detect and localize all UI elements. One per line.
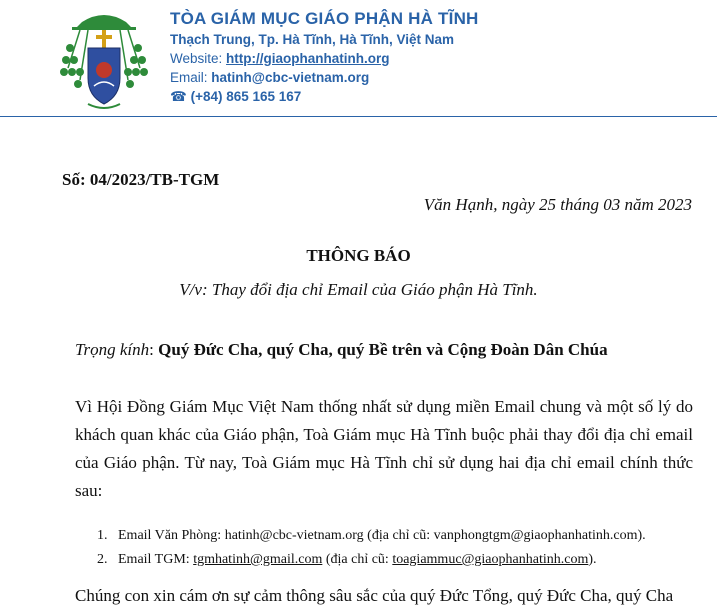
list-item	[97, 548, 646, 572]
email-address[interactable]: hatinh@cbc-vietnam.org	[211, 70, 370, 85]
email-label: Email Văn Phòng:	[118, 528, 225, 543]
org-address: Thạch Trung, Tp. Hà Tĩnh, Hà Tĩnh, Việt Nam	[170, 32, 455, 47]
org-name: TÒA GIÁM MỤC GIÁO PHẬN HÀ TĨNH	[170, 9, 479, 28]
body-paragraph: Vì Hội Đồng Giám Mục Việt Nam thống nhất sử dụng miền Email chung và một số lý do khách quan khác của Giáo phận, Toà Giám mục Hà Tĩnh buộc phải thay đổi địa chỉ email của Giáo phận. Từ nay, Toà Giám mục Hà Tĩnh chỉ sử dụng hai địa chỉ email chính thức sau:	[75, 397, 693, 500]
document-number: Số: 04/2023/TB-TGM	[62, 170, 220, 189]
old-email-address[interactable]: vanphongtgm@giaophanhatinh.com	[433, 528, 638, 543]
org-email-line	[170, 68, 479, 87]
addressee-line	[75, 340, 608, 360]
new-email-address[interactable]: tgmhatinh@gmail.com	[193, 552, 323, 567]
old-email-suffix: ).	[637, 528, 646, 543]
new-email-address[interactable]: hatinh@cbc-vietnam.org	[224, 528, 364, 543]
addressee-names: Quý Đức Cha, quý Cha, quý Bề trên và Cộng Đoàn Dân Chúa	[158, 340, 608, 359]
website-link[interactable]: http://giaophanhatinh.org	[226, 51, 390, 66]
phone-icon: ☎	[170, 89, 187, 104]
org-website-line	[170, 49, 479, 68]
diocese-coat-of-arms-icon	[58, 8, 150, 112]
email-list	[97, 524, 646, 572]
org-info	[170, 8, 479, 106]
place-date: Văn Hạnh, ngày 25 tháng 03 năm 2023	[423, 195, 692, 214]
addressee-label: Trọng kính	[75, 340, 150, 359]
phone-number: (+84) 865 165 167	[190, 89, 302, 104]
letterhead-divider	[0, 116, 717, 117]
list-number: 2.	[97, 552, 108, 567]
notice-subject: V/v: Thay đổi địa chỉ Email của Giáo phận Hà Tĩnh.	[179, 280, 538, 299]
notice-title: THÔNG BÁO	[306, 246, 411, 265]
list-number: 1.	[97, 528, 108, 543]
old-email-suffix: ).	[588, 552, 597, 567]
email-label: Email TGM:	[118, 552, 194, 567]
closing-paragraph: Chúng con xin cám ơn sự cảm thông sâu sắc của quý Đức Tổng, quý Đức Cha, quý Cha	[75, 586, 674, 605]
letterhead	[0, 0, 717, 118]
org-phone-line	[170, 87, 479, 106]
old-email-prefix: (địa chỉ cũ:	[363, 528, 434, 543]
list-item	[97, 524, 646, 548]
email-label: Email:	[170, 70, 208, 85]
old-email-address[interactable]: toagiammuc@giaophanhatinh.com	[392, 552, 589, 567]
addressee-separator: :	[149, 340, 159, 359]
old-email-prefix: (địa chỉ cũ:	[322, 552, 393, 567]
website-label: Website:	[170, 51, 223, 66]
